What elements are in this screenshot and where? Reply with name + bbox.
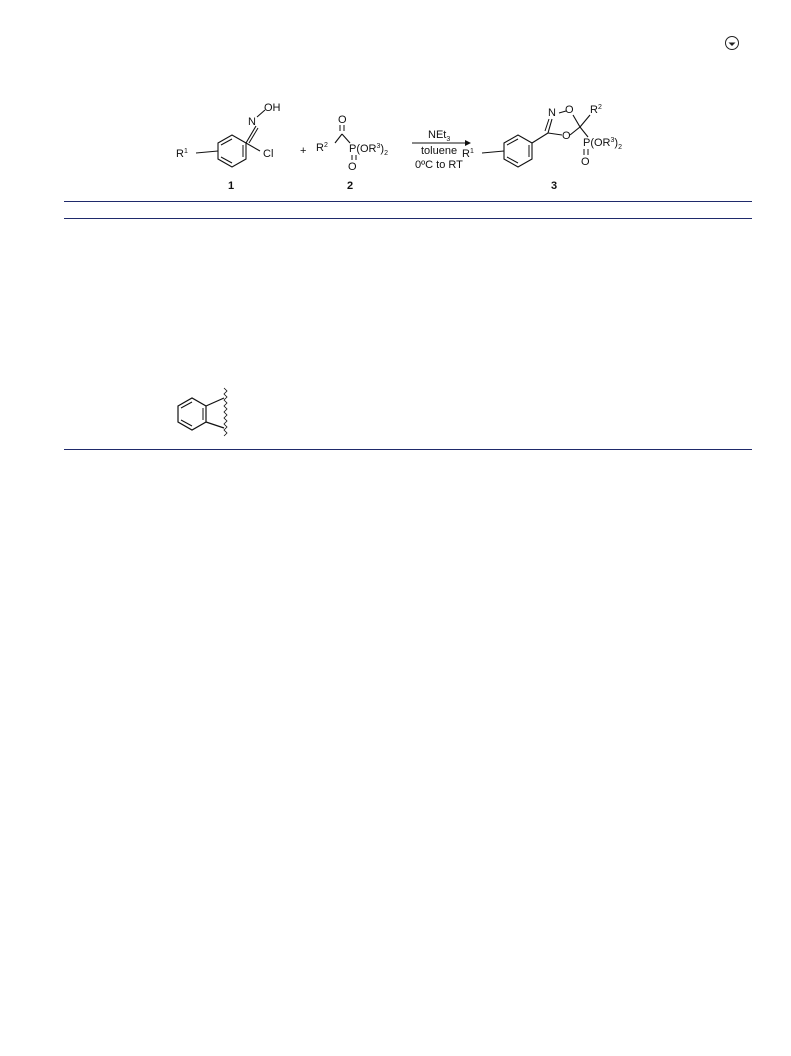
compound-2-phosphonate: $P(OR^3)_2$ [349,143,388,157]
compound-3-phosphonate: $P(OR^3)_2$ [583,137,622,151]
plus-sign: + [300,145,307,157]
compound-2-p-oxo: O [348,161,357,173]
compound-3-ring-o1: O [565,104,574,116]
download-icon[interactable] [724,35,740,51]
compound-2-carbonyl-o: O [338,114,347,126]
conditions-temperature: 0ºC to RT [415,159,463,171]
compound-2-number: 2 [347,180,354,192]
fused-ring-structure [168,384,248,440]
compound-1-number: 1 [228,180,235,192]
compound-3-structure [482,111,590,167]
compound-3-ring-o2: O [562,130,571,142]
compound-3-p-oxo: O [581,156,590,168]
conditions-base: NEt$_3$ [428,129,451,143]
reaction-scheme [160,95,660,195]
compound-2-r2: $R^2$ [316,142,328,154]
table-top-rule [64,201,752,202]
compound-3-r1: $R^1$ [462,148,474,160]
compound-3-number: 3 [551,180,558,192]
compound-1-n: N [248,116,256,128]
compound-1-oh: OH [264,102,281,114]
conditions-solvent: toluene [421,145,458,157]
compound-1-cl: Cl [263,148,274,160]
compound-1-r1: $R^1$ [176,148,188,160]
table-bottom-rule [64,449,752,450]
compound-3-ring-n: N [548,107,556,119]
compound-3-r2: $R^2$ [590,104,602,116]
